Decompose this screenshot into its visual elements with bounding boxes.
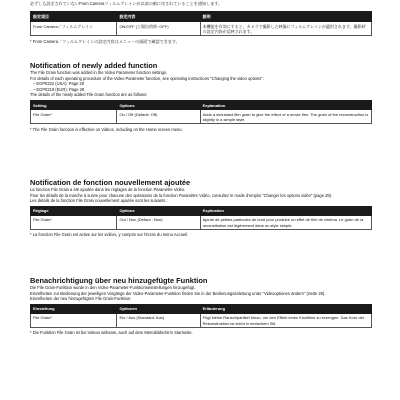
table-row bbox=[31, 110, 372, 124]
en-settings-table bbox=[30, 100, 372, 124]
table-header-row bbox=[31, 206, 372, 215]
jp-lead-text: 必ずしも設定されていないFrom Cameraフィルムグレインが以前の値に戻されていることを通知します。 bbox=[30, 1, 223, 6]
en-page-list bbox=[30, 81, 372, 92]
header-options: Optionen bbox=[117, 304, 200, 313]
header-explanation: Explication bbox=[200, 206, 371, 215]
en-heading: Notification of newly added function bbox=[30, 61, 158, 70]
cell-options: Oui / Non (Défaut : Non) bbox=[117, 215, 200, 229]
header-setting: Setting bbox=[31, 100, 117, 109]
table-row bbox=[31, 22, 372, 36]
header-setting: Einstellung bbox=[31, 304, 117, 313]
fr-procedure: Pour les détails de la marche à suivre pour chacune des opérations de la fonction Paramètre Vidéo, consultez le mode d'emploi "Changer les options vidéo" (page 28). bbox=[30, 192, 333, 198]
header-explanation: Erläuterung bbox=[200, 304, 371, 313]
header-explanation: Explanation bbox=[200, 100, 371, 109]
fr-footnote: * La fonction File Grain est active sur les vidéos, y compris sur l'écran du menu Accueil. bbox=[30, 232, 189, 238]
jp-section bbox=[30, 11, 372, 44]
cell-explanation: 本機能を有効にすると、カメラで撮影した映像にフィルムグレインが適用されます。撮影時の設定内容が反映されます。 bbox=[200, 22, 371, 36]
de-procedure: Einzelheiten zur Bedienung der jeweiligen Vorgänge der Video-Parameter-Funktion finden Sie in der Bedienungsanleitung unter "Videooptionen ändern" (Seite 28). bbox=[30, 290, 326, 296]
header-options: Options bbox=[117, 206, 200, 215]
header-explanation: 説明 bbox=[200, 12, 371, 22]
header-setting: 設定項目 bbox=[31, 12, 117, 22]
list-item: – EGP0219 (EUR): Page 28 bbox=[33, 86, 85, 92]
cell-explanation: Fügt kleine Rauschpartikel hinzu, um den Effekt eines Kinofilms zu erzeugen. Das Korn der Rekonstruktion ist leicht in einfachem Stil. bbox=[200, 313, 371, 327]
fr-heading: Notification de fonction nouvellement ajoutée bbox=[30, 178, 191, 187]
cell-setting: File Grain* bbox=[31, 110, 117, 124]
de-settings-table bbox=[30, 304, 372, 328]
de-heading: Benachrichtigung über neu hinzugefügte Funktion bbox=[30, 276, 208, 285]
en-footnote: * The File Grain function is effective on Videos, including on the Home screen menu. bbox=[30, 126, 183, 132]
header-options: 設定内容 bbox=[117, 12, 200, 22]
cell-setting: File Grain* bbox=[31, 215, 117, 229]
table-row bbox=[31, 313, 372, 327]
de-section bbox=[30, 276, 372, 336]
jp-settings-table bbox=[30, 11, 372, 36]
cell-setting: From Camera／フィルムグレイン bbox=[31, 22, 117, 36]
table-row bbox=[31, 215, 372, 229]
de-footnote: * Die Funktion File Grain ist bei Videos wirksam, auch auf dem Menübildschirm Startseite. bbox=[30, 330, 193, 336]
en-intro: The File Grain function was added in the Video Parameter function settings. bbox=[30, 70, 168, 75]
fr-intro: La fonction File Grain a été ajoutée dans les réglages de la fonction Paramètre Vidéo. bbox=[30, 187, 186, 192]
jp-footnote: * From Camera／フィルムグレインの設定内容はメニューの画面で確認できます。 bbox=[30, 38, 180, 44]
cell-explanation: Ajoute de petites particules de bruit pour produire un effet de film de cinéma. Le grain de la reconstitution est légèrement dans un style simple. bbox=[200, 215, 371, 229]
fr-details-intro: Les détails de la fonction File Grain nouvellement ajoutée sont les suivants : bbox=[30, 198, 168, 204]
table-header-row bbox=[31, 304, 372, 313]
list-item: – EGP0222 (USA): Page 28 bbox=[33, 81, 84, 87]
en-section bbox=[30, 61, 372, 132]
cell-options: ON/OFF (工場出荷時: OFF) bbox=[117, 22, 200, 36]
de-details-intro: Einzelheiten der neu hinzugefügten File Grain-Funktion: bbox=[30, 296, 132, 302]
fr-section bbox=[30, 178, 372, 238]
table-header-row bbox=[31, 100, 372, 109]
en-details-intro: The details of the newly added File Grain function are as follows: bbox=[30, 92, 148, 98]
cell-setting: File Grain* bbox=[31, 313, 117, 327]
cell-options: Ein / Aus (Standard: Aus) bbox=[117, 313, 200, 327]
en-procedure: For details of each operating procedure of the Video Parameter function, see operating instructions "Changing the video options". bbox=[30, 75, 264, 81]
de-intro: Die File Grain-Funktion wurde in den Video-Parameter-Funktionseinstellungen hinzugefügt. bbox=[30, 285, 196, 290]
table-header-row bbox=[31, 12, 372, 22]
cell-explanation: Adds a simulated film grain to give the effect of a movie film. The grain of the reconstruction is slightly in a simple style. bbox=[200, 110, 371, 124]
header-options: Options bbox=[117, 100, 200, 109]
header-setting: Réglage bbox=[31, 206, 117, 215]
cell-options: On / Off (Default: Off) bbox=[117, 110, 200, 124]
fr-settings-table bbox=[30, 206, 372, 230]
